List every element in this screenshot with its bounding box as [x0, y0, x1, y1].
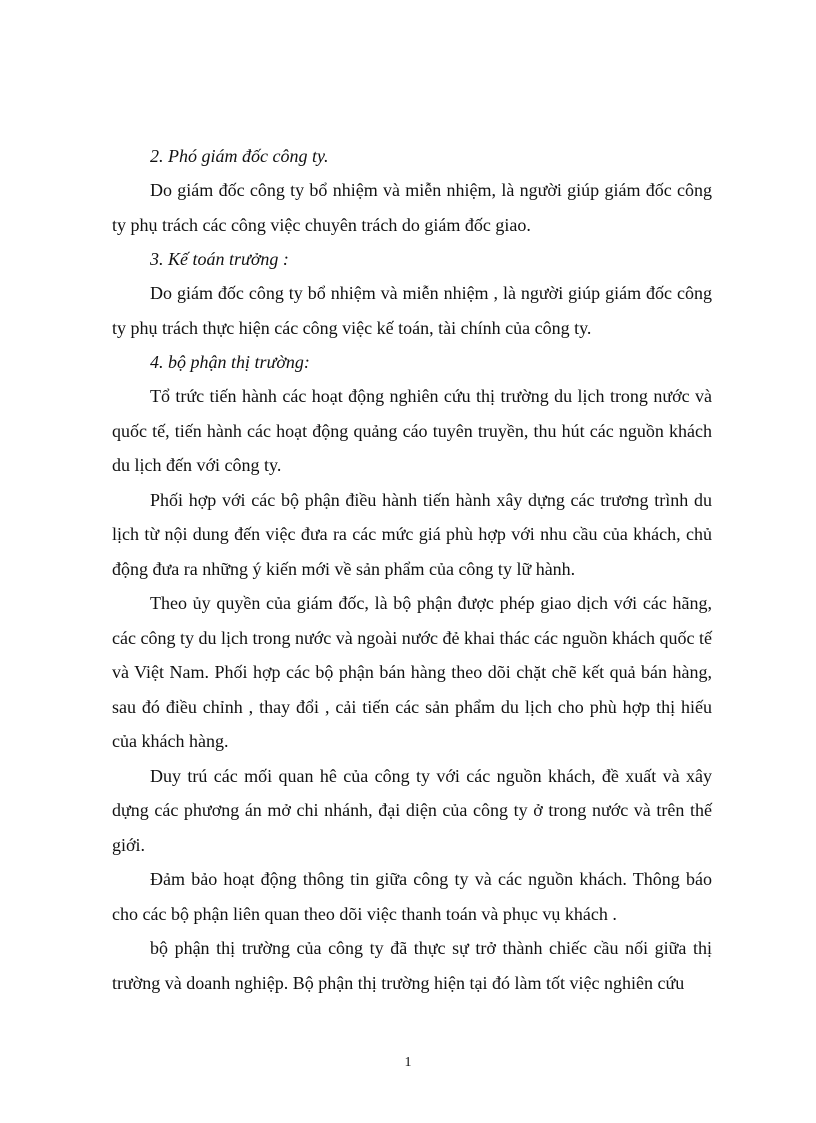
page-body — [112, 139, 712, 1000]
paragraph-chief-accountant: Do giám đốc công ty bổ nhiệm và miễn nhiệm , là người giúp giám đốc công ty phụ trách thực hiện các công việc kế toán, tài chính của công ty. — [112, 283, 712, 338]
section-heading-market-department: 4. bộ phận thị trường: — [150, 352, 310, 372]
paragraph-relations: Duy trú các mối quan hê của công ty với các nguồn khách, đề xuất và xây dựng các phương án mở chi nhánh, đại diện của công ty ở trong nước và trên thế giới. — [112, 765, 712, 855]
paragraph-deputy-director: Do giám đốc công ty bổ nhiệm và miễn nhiệm, là người giúp giám đốc công ty phụ trách các công việc chuyên trách do giám đốc giao. — [112, 180, 712, 235]
section-heading-deputy-director: 2. Phó giám đốc công ty. — [150, 146, 329, 166]
section-heading-chief-accountant: 3. Kế toán trưởng : — [150, 249, 289, 269]
paragraph-bridge: bộ phận thị trường của công ty đã thực sự trở thành chiếc cầu nối giữa thị trường và doanh nghiệp. Bộ phận thị trường hiện tại đó làm tốt việc nghiên cứu — [112, 938, 712, 993]
paragraph-authorization: Theo ủy quyền của giám đốc, là bộ phận được phép giao dịch với các hãng, các công ty du lịch trong nước và ngoài nước đẻ khai thác các nguồn khách quốc tế và Việt Nam. Phối hợp các bộ phận bán hàng theo dõi chặt chẽ kết quả bán hàng, sau đó điều chỉnh , thay đổi , cải tiến các sản phẩm du lịch cho phù hợp thị hiếu của khách hàng. — [112, 593, 712, 751]
paragraph-market-research: Tổ trức tiến hành các hoạt động nghiên cứu thị trường du lịch trong nước và quốc tế, tiến hành các hoạt động quảng cáo tuyên truyền, thu hút các nguồn khách du lịch đến với công ty. — [112, 386, 712, 475]
paragraph-information: Đảm bảo hoạt động thông tin giữa công ty và các nguồn khách. Thông báo cho các bộ phận liên quan theo dõi việc thanh toán và phục vụ khách . — [112, 869, 712, 924]
page-number: 1 — [404, 1055, 412, 1070]
paragraph-coordination: Phối hợp với các bộ phận điều hành tiến hành xây dựng các trương trình du lịch từ nội dung đến việc đưa ra các mức giá phù hợp với nhu cầu của khách, chủ động đưa ra những ý kiến mới về sản phẩm của công ty lữ hành. — [112, 489, 712, 579]
